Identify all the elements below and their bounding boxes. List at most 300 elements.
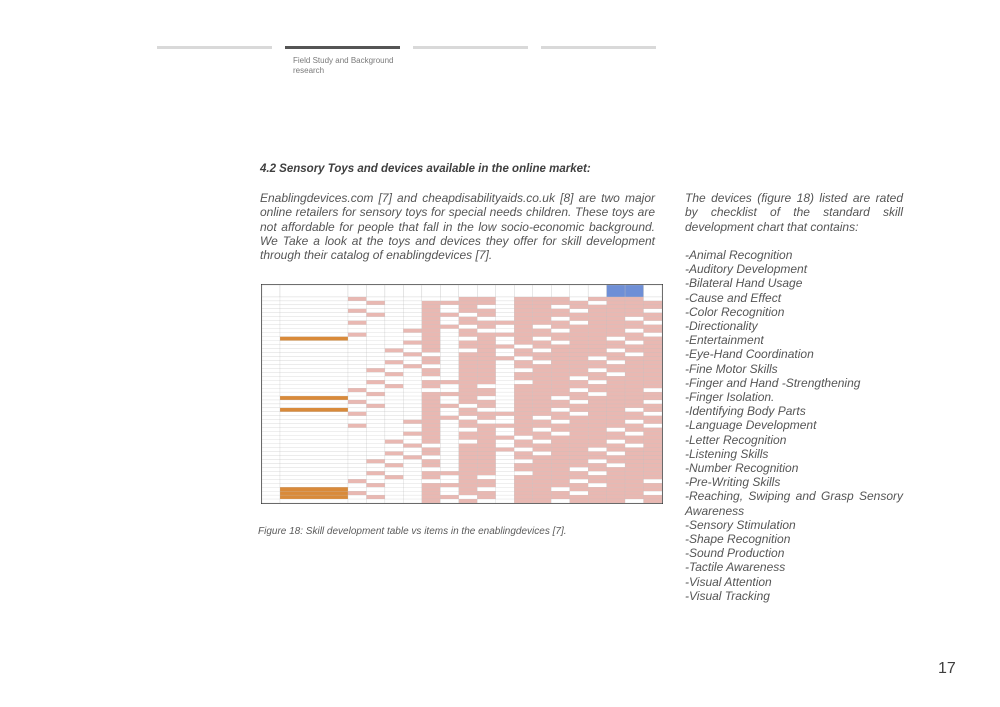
table-cell [533,360,551,364]
table-cell [588,392,606,396]
table-cell [588,384,606,388]
header-cell [644,285,662,297]
table-cell [422,317,440,321]
table-cell [366,337,384,341]
header-cell [403,285,421,297]
table-cell [440,463,458,467]
table-cell [625,360,643,364]
table-cell [280,360,348,364]
table-cell [588,408,606,412]
skill-item: -Entertainment [685,333,764,348]
table-cell [348,349,366,353]
table-cell [280,408,348,412]
table-cell [366,392,384,396]
table-cell [459,448,477,452]
skill-item: -Visual Tracking [685,588,770,603]
table-cell [348,368,366,372]
table-cell [403,349,421,353]
table-cell [477,420,495,424]
table-cell [477,337,495,341]
table-cell [366,329,384,333]
table-cell [403,459,421,463]
table-cell [533,380,551,384]
table-cell [440,329,458,333]
table-cell [440,372,458,376]
table-cell [607,305,625,309]
table-cell [366,400,384,404]
table-cell [551,416,569,420]
table-cell [348,420,366,424]
table-cell [514,337,532,341]
table-cell [514,499,532,503]
table-cell [570,400,588,404]
table-cell [280,428,348,432]
table-cell [533,463,551,467]
table-cell [477,448,495,452]
table-cell [514,459,532,463]
table-cell [644,372,662,376]
table-cell [607,455,625,459]
table-cell [551,400,569,404]
table-cell [644,424,662,428]
table-cell [607,364,625,368]
table-cell [588,297,606,301]
table-cell [644,305,662,309]
table-cell [551,475,569,479]
table-cell [514,448,532,452]
table-cell [551,428,569,432]
table-cell [403,455,421,459]
table-cell [280,313,348,317]
table-cell [514,309,532,313]
table-cell [385,483,403,487]
table-cell [570,463,588,467]
table-cell [570,329,588,333]
table-cell [514,352,532,356]
table-cell [459,329,477,333]
table-cell [440,436,458,440]
table-cell [551,313,569,317]
table-cell [422,487,440,491]
skill-item: -Eye-Hand Coordination [685,347,814,362]
table-cell [644,313,662,317]
table-cell [551,372,569,376]
table-cell [262,380,280,384]
table-cell [385,455,403,459]
table-cell [477,428,495,432]
table-cell [422,412,440,416]
table-cell [348,479,366,483]
table-cell [514,444,532,448]
table-cell [280,333,348,337]
table-cell [570,337,588,341]
table-cell [403,396,421,400]
table-cell [588,380,606,384]
table-cell [496,333,514,337]
table-cell [422,384,440,388]
skill-item: -Number Recognition [685,461,799,476]
table-cell [366,364,384,368]
table-cell [570,471,588,475]
table-cell [533,444,551,448]
table-cell [496,380,514,384]
table-cell [644,455,662,459]
table-cell [262,376,280,380]
skill-item: -Directionality [685,319,758,334]
header-cell [496,285,514,297]
table-cell [551,301,569,305]
table-cell [385,479,403,483]
table-cell [496,475,514,479]
table-cell [533,459,551,463]
table-cell [514,356,532,360]
table-cell [533,495,551,499]
table-cell [644,467,662,471]
table-cell [262,368,280,372]
table-cell [440,475,458,479]
table-cell [477,392,495,396]
table-cell [280,325,348,329]
table-cell [607,471,625,475]
table-cell [440,360,458,364]
table-cell [570,428,588,432]
table-cell [570,333,588,337]
table-cell [533,325,551,329]
table-cell [607,333,625,337]
table-cell [262,491,280,495]
table-cell [385,341,403,345]
table-cell [262,463,280,467]
table-cell [440,396,458,400]
table-cell [422,368,440,372]
table-cell [496,436,514,440]
table-cell [262,341,280,345]
table-cell [440,364,458,368]
table-cell [422,400,440,404]
table-cell [403,321,421,325]
table-cell [348,376,366,380]
table-cell [440,499,458,503]
table-cell [477,432,495,436]
table-cell [440,495,458,499]
table-cell [551,392,569,396]
table-cell [625,321,643,325]
table-cell [588,388,606,392]
table-cell [625,400,643,404]
table-cell [403,483,421,487]
table-cell [644,483,662,487]
progress-segment-3 [413,46,528,49]
figure-caption: Figure 18: Skill development table vs items in the enablingdevices [7]. [258,526,567,537]
table-cell [514,360,532,364]
table-cell [607,495,625,499]
table-cell [366,452,384,456]
table-cell [422,333,440,337]
table-cell [570,424,588,428]
table-cell [422,475,440,479]
skill-item: -Color Recognition [685,304,785,319]
table-cell [459,452,477,456]
table-cell [385,428,403,432]
table-cell [262,392,280,396]
table-cell [280,471,348,475]
table-cell [385,384,403,388]
table-cell [551,459,569,463]
table-cell [570,360,588,364]
table-cell [348,471,366,475]
table-cell [496,412,514,416]
table-cell [588,309,606,313]
table-cell [280,424,348,428]
table-cell [403,495,421,499]
table-cell [588,313,606,317]
table-cell [644,396,662,400]
table-cell [366,341,384,345]
table-cell [262,495,280,499]
table-cell [644,317,662,321]
table-cell [348,388,366,392]
table-cell [459,471,477,475]
table-cell [348,499,366,503]
table-cell [588,432,606,436]
table-cell [607,424,625,428]
table-cell [625,440,643,444]
table-cell [440,313,458,317]
table-cell [422,432,440,436]
table-cell [533,368,551,372]
table-cell [625,448,643,452]
table-cell [477,424,495,428]
table-cell [533,309,551,313]
table-cell [625,467,643,471]
table-cell [496,321,514,325]
table-cell [477,349,495,353]
table-cell [262,325,280,329]
table-cell [607,396,625,400]
table-cell [496,495,514,499]
table-cell [570,404,588,408]
table-cell [385,448,403,452]
table-cell [385,400,403,404]
table-cell [644,297,662,301]
table-cell [440,408,458,412]
table-cell [477,416,495,420]
table-cell [385,305,403,309]
table-cell [588,444,606,448]
table-cell [533,301,551,305]
table-cell [422,305,440,309]
table-cell [551,325,569,329]
table-cell [385,301,403,305]
table-cell [403,380,421,384]
table-cell [348,380,366,384]
table-cell [496,396,514,400]
table-cell [366,412,384,416]
table-cell [348,321,366,325]
table-cell [459,455,477,459]
table-cell [348,309,366,313]
table-cell [570,432,588,436]
table-cell [280,483,348,487]
table-cell [459,491,477,495]
table-cell [422,444,440,448]
table-cell [551,368,569,372]
table-cell [385,424,403,428]
table-cell [366,491,384,495]
table-cell [551,317,569,321]
table-cell [385,372,403,376]
table-cell [551,309,569,313]
table-cell [366,475,384,479]
table-cell [422,436,440,440]
table-cell [262,305,280,309]
table-cell [366,404,384,408]
table-cell [440,404,458,408]
table-cell [366,455,384,459]
table-cell [440,444,458,448]
table-cell [625,301,643,305]
table-cell [262,396,280,400]
table-cell [280,372,348,376]
table-cell [533,364,551,368]
skill-item: -Finger Isolation. [685,390,775,405]
table-cell [551,452,569,456]
table-cell [459,384,477,388]
table-cell [385,388,403,392]
table-cell [403,345,421,349]
table-cell [440,452,458,456]
table-cell [514,297,532,301]
table-cell [551,444,569,448]
table-cell [477,452,495,456]
table-cell [644,333,662,337]
table-cell [422,345,440,349]
table-cell [403,471,421,475]
table-cell [459,321,477,325]
table-cell [533,432,551,436]
table-cell [280,301,348,305]
table-cell [366,416,384,420]
table-cell [496,301,514,305]
table-cell [348,305,366,309]
table-cell [570,380,588,384]
table-cell [625,368,643,372]
table-cell [366,325,384,329]
table-cell [551,329,569,333]
table-cell [477,463,495,467]
table-cell [440,483,458,487]
table-cell [280,396,348,400]
table-cell [385,356,403,360]
table-cell [262,452,280,456]
table-cell [440,337,458,341]
table-cell [403,499,421,503]
table-cell [496,455,514,459]
table-cell [496,317,514,321]
table-cell [644,432,662,436]
table-cell [644,349,662,353]
table-cell [366,356,384,360]
table-cell [262,384,280,388]
table-cell [514,463,532,467]
table-cell [280,384,348,388]
table-cell [440,317,458,321]
table-cell [262,412,280,416]
table-cell [551,297,569,301]
table-cell [477,309,495,313]
table-cell [570,364,588,368]
table-cell [385,444,403,448]
table-cell [570,420,588,424]
table-cell [477,459,495,463]
table-cell [607,309,625,313]
table-cell [588,455,606,459]
table-cell [385,495,403,499]
table-cell [533,452,551,456]
table-cell [440,333,458,337]
table-cell [570,325,588,329]
skill-item: -Reaching, Swiping and Grasp Sensory Awareness [685,489,903,518]
table-cell [588,305,606,309]
table-cell [385,440,403,444]
table-cell [551,396,569,400]
skill-item: -Finger and Hand -Strengthening [685,375,861,390]
table-cell [625,349,643,353]
table-cell [588,368,606,372]
table-cell [280,463,348,467]
skill-item: -Auditory Development [685,262,808,277]
table-cell [644,428,662,432]
table-cell [588,420,606,424]
table-cell [588,467,606,471]
table-cell [262,448,280,452]
table-cell [348,333,366,337]
table-cell [625,499,643,503]
table-cell [262,479,280,483]
table-cell [385,416,403,420]
table-cell [366,471,384,475]
table-cell [280,337,348,341]
table-cell [607,352,625,356]
table-cell [348,495,366,499]
table-cell [422,396,440,400]
header-cell [570,285,588,297]
table-cell [348,396,366,400]
table-cell [459,483,477,487]
table-cell [422,479,440,483]
table-cell [422,360,440,364]
table-cell [477,352,495,356]
table-cell [514,321,532,325]
table-cell [459,388,477,392]
table-cell [422,448,440,452]
table-cell [588,424,606,428]
table-cell [514,388,532,392]
table-cell [366,420,384,424]
table-cell [625,329,643,333]
table-cell [570,491,588,495]
table-cell [496,408,514,412]
table-cell [477,396,495,400]
table-cell [607,491,625,495]
table-cell [607,356,625,360]
table-cell [625,309,643,313]
table-cell [607,463,625,467]
section-paragraph: Enablingdevices.com [7] and cheapdisabilityaids.co.uk [8] are two major online retailers for sensory toys for special needs children. These toys are not affordable for people that fall in the low socio-economic background. We Take a look at the toys and devices they offer for skill development through their catalog of enablingdevices [7]. [260,191,655,263]
table-cell [625,432,643,436]
table-cell [422,463,440,467]
table-cell [348,428,366,432]
